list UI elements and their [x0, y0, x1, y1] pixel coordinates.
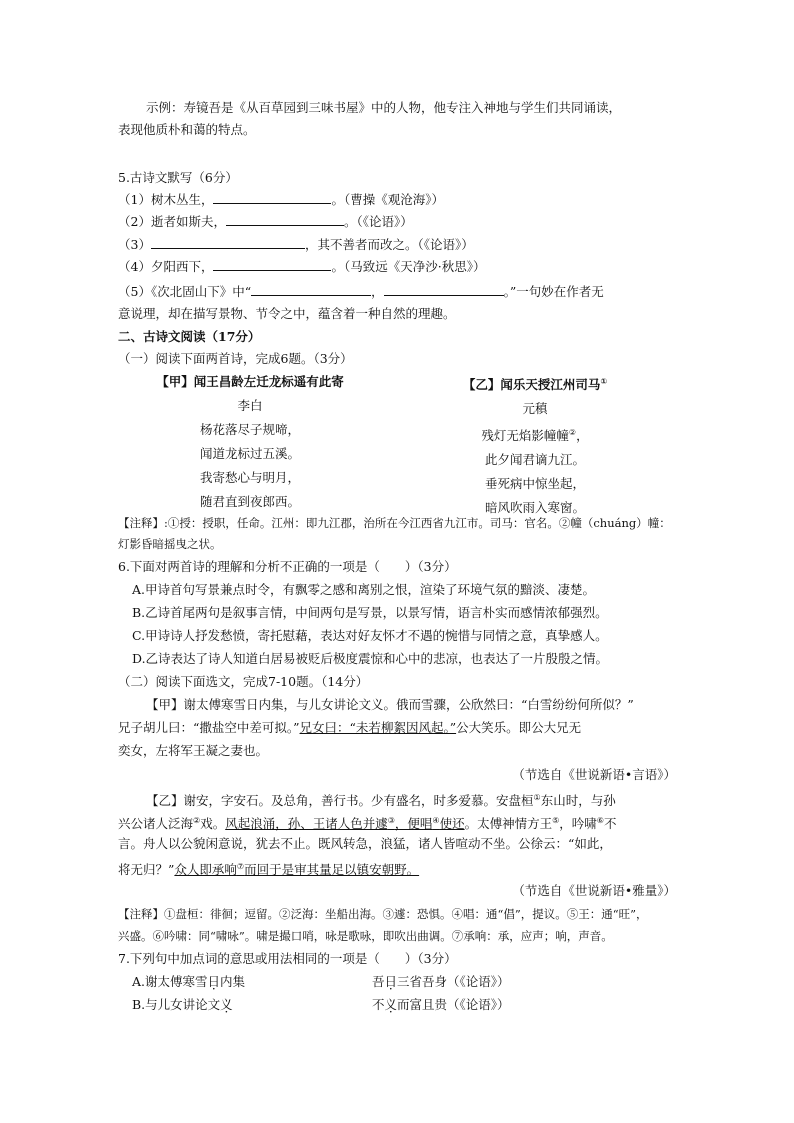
answer-blank[interactable] [251, 283, 371, 296]
poem-b-line: 残灯无焰影幢幢②， [481, 428, 589, 444]
q5-item-5: （5）《次北固山下》中“ ， 。”一句妙在作者无 [118, 284, 604, 299]
text-a-line-1: 【甲】谢太傅寒雪日内集，与儿女讲论文义。俄而雪骤，公欣然曰：“白雪纷纷何所似？” [146, 697, 634, 712]
q6-option-a[interactable]: A.甲诗首句写景兼点时令，有飘零之感和离别之恨，渲染了环境气氛的黯淡、凄楚。 [132, 582, 596, 597]
poem-a [120, 370, 380, 514]
q5-item-2: （2）逝者如斯夫， 。（《论语》） [118, 214, 413, 229]
answer-blank[interactable] [151, 236, 305, 249]
text-b-source: （节选自《世说新语•雅量》） [512, 883, 676, 898]
q6-option-c[interactable]: C.甲诗诗人抒发愁愤，寄托慰藉，表达对好友怀才不遇的惋惜与同情之意，真挚感人。 [132, 628, 608, 643]
poem-a-line: 杨花落尽子规啼， [199, 422, 300, 437]
dotted-word: 日 [207, 974, 221, 989]
note-2-line-2: 兴盛。⑥吟啸：同“啸咏”。啸是撮口哨，咏是歌咏，即吹出曲调。⑦承响：承，应声；响，声音。 [118, 929, 613, 943]
poem-a-line: 随君直到夜郎西。 [199, 494, 300, 509]
poem-b-line: 此夕闻君谪九江。 [484, 452, 585, 468]
note-2-line-1: 【注释】①盘桓：徘徊；逗留。②泛海：坐船出海。③遽：恐惧。④唱：通“倡”，提议。⑤王：通“旺”， [118, 907, 648, 921]
q6-option-d[interactable]: D.乙诗表达了诗人知道白居易被贬后极度震惊和心中的悲凉，也表达了一片殷殷之情。 [132, 651, 609, 666]
text-a-source: （节选自《世说新语•言语》） [512, 767, 676, 782]
underlined-sentence: 兄女曰：“未若柳絮因风起。” [299, 720, 457, 735]
q5-item-4: （4）夕阳西下， 。（马致远《天净沙·秋思》） [118, 259, 486, 274]
q7-option-b-compare: 不义而富且贵（《论语》） [372, 997, 510, 1012]
dotted-word: 义 [384, 997, 398, 1012]
part-2-heading: （二）阅读下面选文，完成7-10题。（14分） [118, 674, 369, 689]
part-1-heading: （一）阅读下面两首诗，完成6题。（3分） [118, 351, 353, 366]
poem-a-line: 闻道龙标过五溪。 [199, 446, 300, 461]
text-b-line-2: 兴公诸人泛海②戏。风起浪涌，孙、王诸人色并遽③，便唱④使还。太傅神情方王⑤，吟啸⑥不 [118, 816, 617, 832]
poem-b-line: 垂死病中惊坐起， [484, 476, 585, 492]
text-b-line-3: 言。舟人以公貌闲意说，犹去不止。既风转急，浪猛，诸人皆喧动不坐。公徐云：“如此， [118, 836, 612, 851]
text-b-line-4: 将无归？”众人即承响⑦而回于是审其量足以镇安朝野。 [118, 862, 420, 878]
answer-blank[interactable] [213, 191, 331, 204]
note-1-line-2: 灯影昏暗摇曳之状。 [118, 537, 222, 551]
answer-blank[interactable] [226, 213, 344, 226]
underlined-sentence: 风起浪涌，孙、王诸人色并遽③，便唱④使还 [225, 816, 465, 832]
dotted-word: 义 [220, 997, 233, 1012]
poem-a-title: 【甲】闻王昌龄左迁龙标遥有此寄 [156, 374, 344, 389]
poem-b-author: 元稹 [522, 401, 548, 417]
underlined-sentence: 众人即承响⑦而回于是审其量足以镇安朝野。 [174, 862, 420, 878]
q5-item-3: （3） ，其不善者而改之。（《论语》） [118, 237, 474, 252]
example-line-1: 示例：寿镜吾是《从百草园到三味书屋》中的人物，他专注入神地与学生们共同诵读， [146, 100, 622, 115]
section-2-heading: 二、古诗文阅读（17分） [118, 329, 261, 344]
q5-item-1: （1）树木丛生， 。（曹操《观沧海》） [118, 192, 444, 207]
q7-option-b[interactable]: B.与儿女讲论文义 [132, 997, 233, 1012]
poem-b-title: 【乙】闻乐天授江州司马① [462, 377, 608, 393]
poem-b-line: 暗风吹雨入寒窗。 [484, 500, 585, 516]
example-line-2: 表现他质朴和蔼的特点。 [118, 122, 256, 137]
dotted-word: 日 [384, 974, 398, 989]
note-1-line-1: 【注释】:①授：授职，任命。江州：即九江郡，治所在今江西省九江市。司马：官名。②幢（chuáng）幢： [118, 516, 671, 530]
poem-b [405, 370, 665, 520]
q7-option-a-compare: 吾日三省吾身（《论语》） [372, 974, 510, 989]
answer-blank[interactable] [384, 283, 504, 296]
q6-stem: 6.下面对两首诗的理解和分析不正确的一项是（ ）（3分） [118, 559, 457, 574]
text-a-line-2: 兄子胡儿曰：“撒盐空中差可拟。”兄女曰：“未若柳絮因风起。”公大笑乐。即公大兄无 [118, 720, 582, 735]
q6-option-b[interactable]: B.乙诗首尾两句是叙事言情，中间两句是写景，以景写情，语言朴实而感情浓郁强烈。 [132, 605, 608, 620]
text-a-line-3: 奕女，左将军王凝之妻也。 [118, 743, 269, 758]
poem-a-line: 我寄愁心与明月， [199, 470, 300, 485]
text-b-line-1: 【乙】谢安，字安石。及总角，善行书。少有盛名，时多爱慕。安盘桓①东山时，与孙 [146, 793, 616, 809]
poem-a-author: 李白 [237, 398, 263, 413]
q5-heading: 5.古诗文默写（6分） [118, 170, 238, 185]
q7-stem: 7.下列句中加点词的意思或用法相同的一项是（ ）（3分） [118, 951, 457, 966]
answer-blank[interactable] [213, 258, 331, 271]
q5-item-5-cont: 意说理，却在描写景物、节令之中，蕴含着一种自然的理趣。 [118, 306, 456, 321]
q7-option-a[interactable]: A.谢太傅寒雪日内集 [132, 974, 246, 989]
